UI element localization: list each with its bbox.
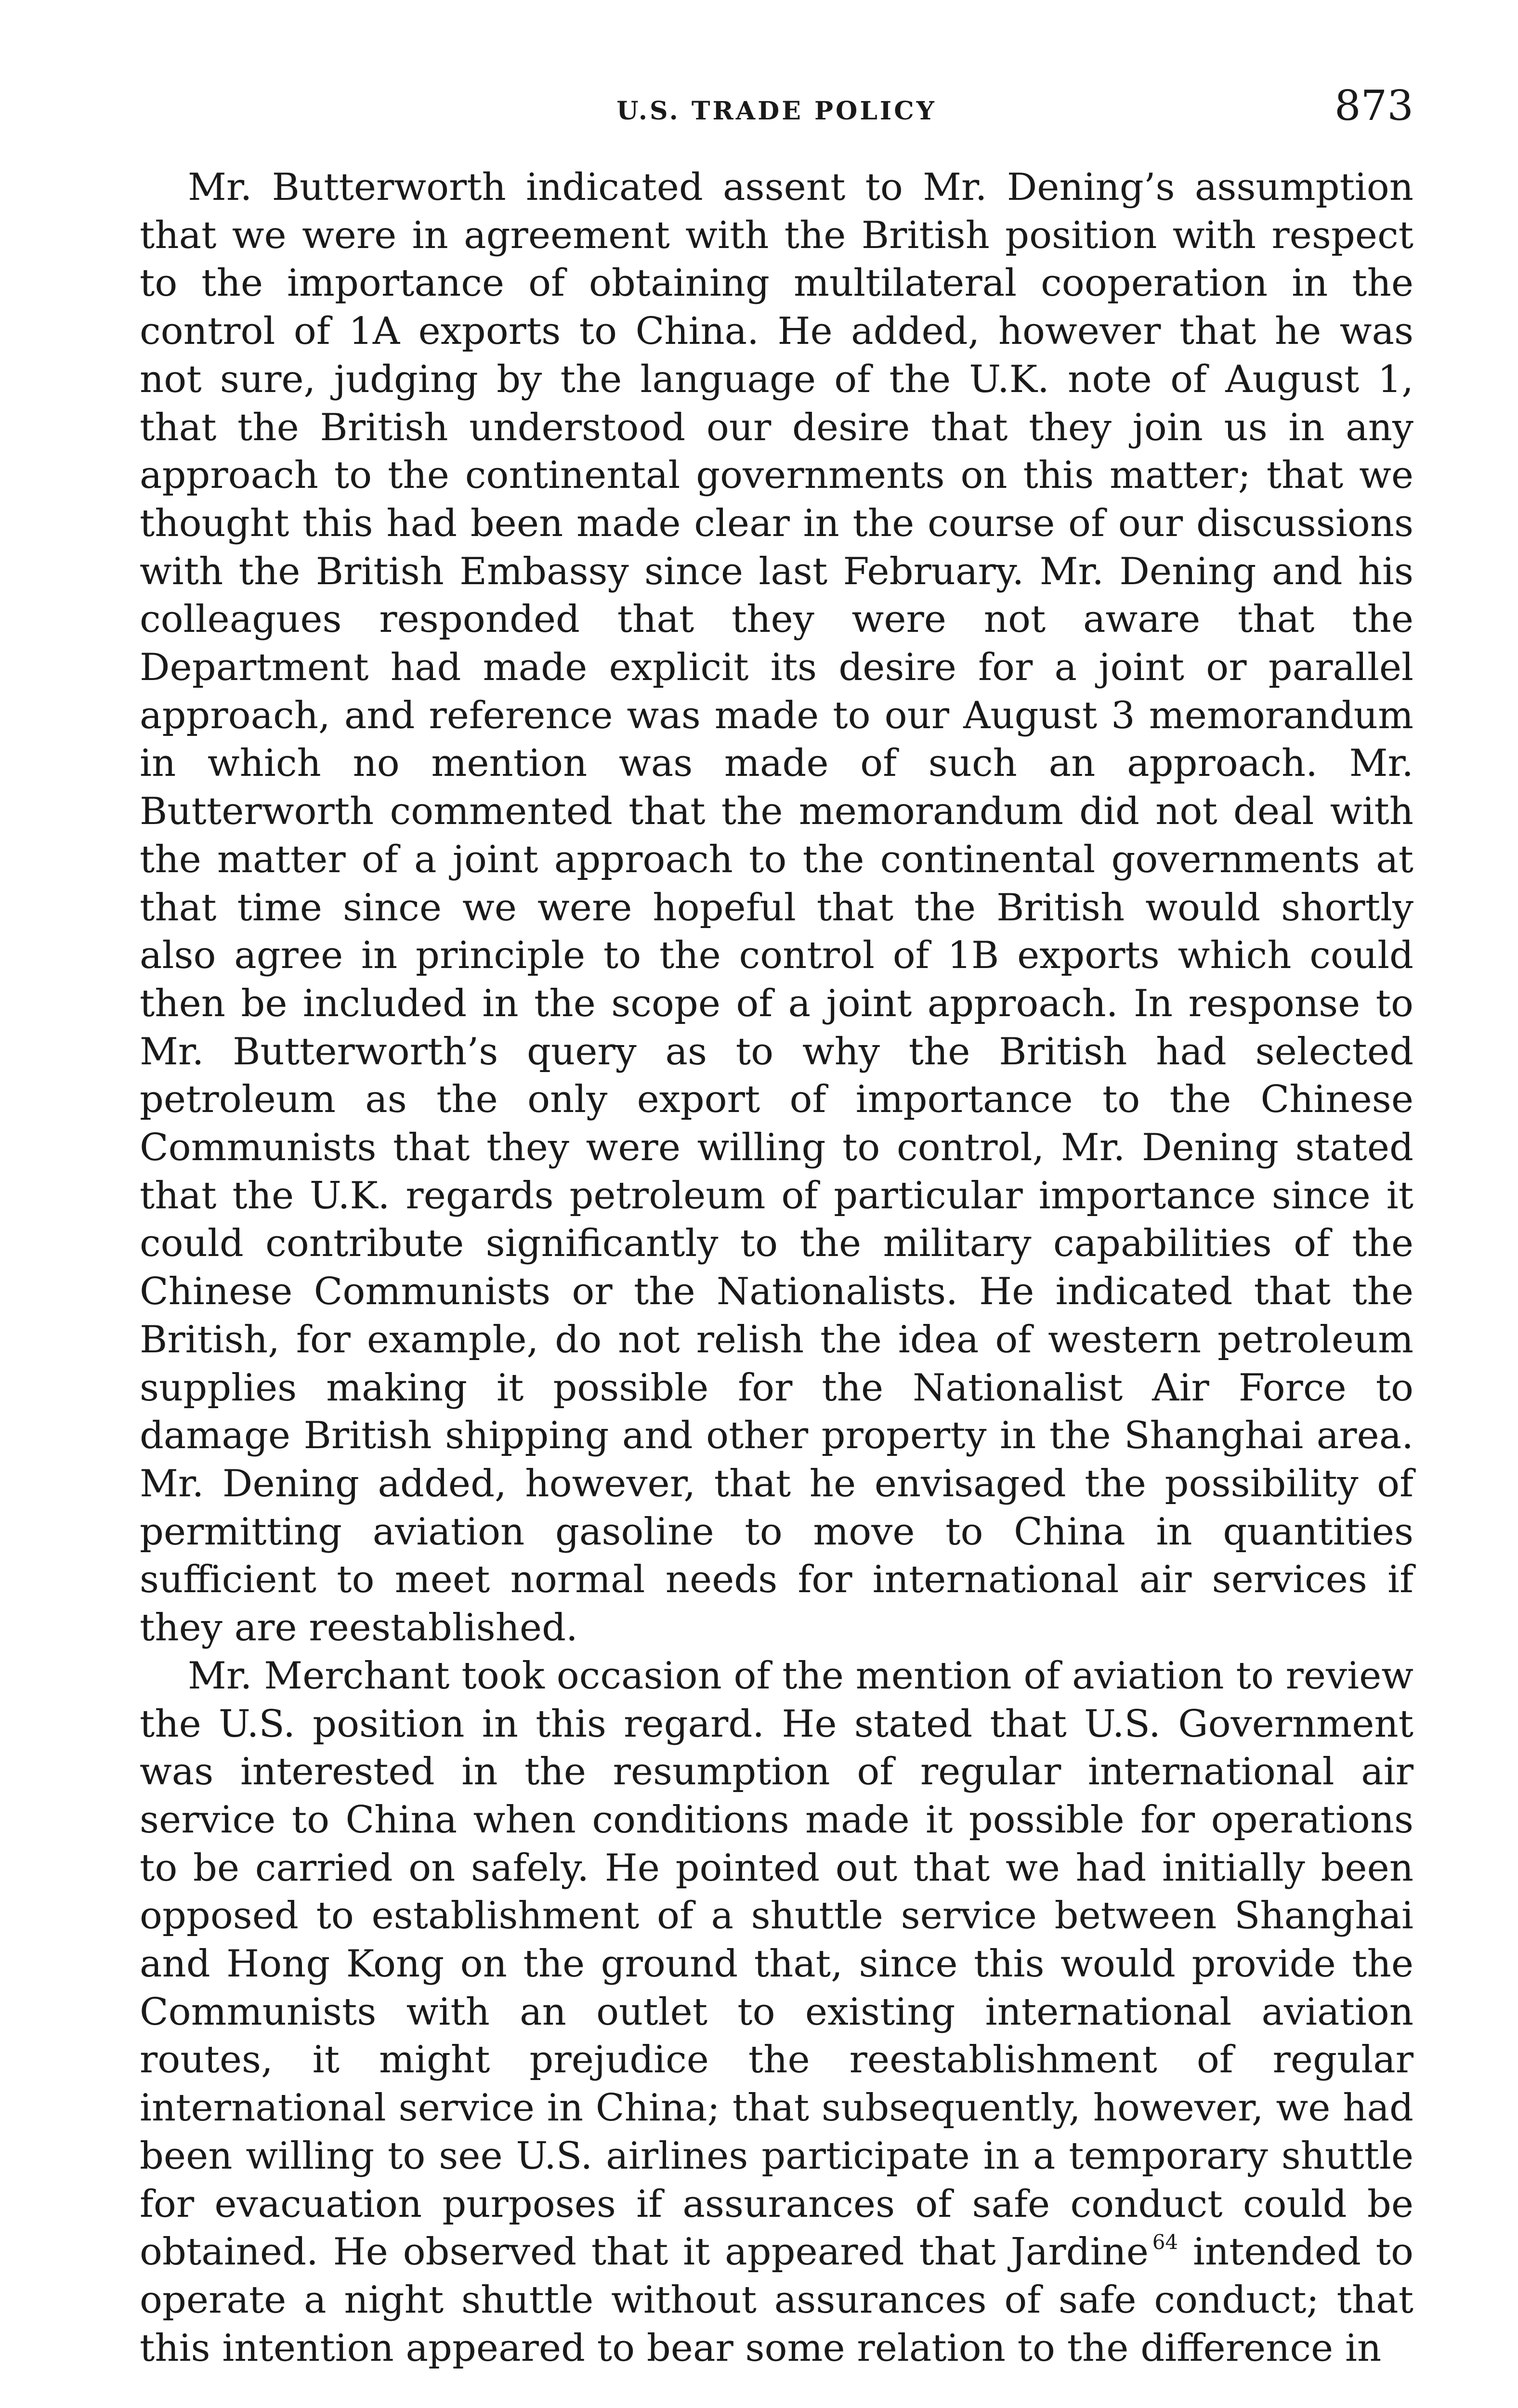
paragraph-2-text-a: Mr. Merchant took occasion of the mention of aviation to review the U.S. position in this regard. He stated that U.S. Government was interested in the resumption of regular international air service to China when conditions made it possible for operations to be carried on safely. He pointed out that we had initially been opposed to establishment of a shuttle service between Shanghai and Hong Kong on the ground that, since this would provide the Communists with an outlet to existing international aviation routes, it might prejudice the reestablishment of regular international service in China; that subsequently, however, we had been willing to see U.S. airlines participate in a temporary shuttle for evacuation purposes if assurances of safe conduct could be obtained. He observed that it appeared that Jardine	[140, 1654, 1413, 2274]
paragraph-2	[140, 1652, 1413, 2373]
page-number: 873	[1334, 82, 1413, 130]
paragraph-1: Mr. Butterworth indicated assent to Mr. Dening’s assumption that we were in agreement with the British position with respect to the importance of obtaining multilateral cooperation in the control of 1A exports to China. He added, however that he was not sure, judging by the language of the U.K. note of August 1, that the British understood our desire that they join us in any approach to the continental governments on this matter; that we thought this had been made clear in the course of our discussions with the British Embassy since last February. Mr. Dening and his colleagues responded that they were not aware that the Department had made explicit its desire for a joint or parallel approach, and reference was made to our August 3 memorandum in which no mention was made of such an approach. Mr. Butterworth commented that the memorandum did not deal with the matter of a joint approach to the continental governments at that time since we were hopeful that the British would shortly also agree in principle to the control of 1B exports which could then be included in the scope of a joint approach. In response to Mr. Butterworth’s query as to why the British had selected petroleum as the only export of importance to the Chinese Communists that they were willing to control, Mr. Dening stated that the U.K. regards petroleum of particular importance since it could contribute significantly to the military capabilities of the Chinese Communists or the Nationalists. He indicated that the British, for example, do not relish the idea of western petroleum supplies making it possible for the Nationalist Air Force to damage British shipping and other property in the Shanghai area. Mr. Dening added, however, that he envisaged the possibility of permitting aviation gasoline to move to China in quantities sufficient to meet normal needs for international air services if they are reestablished.	[140, 166, 1413, 1650]
footnote-reference: 64	[1152, 2230, 1178, 2254]
paragraph-2-text-b: intended to operate a night shuttle without assurances of safe conduct; that this intention appeared to bear some relation to the difference in	[140, 2230, 1413, 2370]
page-header	[140, 82, 1413, 144]
running-title: U.S. TRADE POLICY	[616, 96, 937, 126]
body-text	[140, 164, 1413, 2372]
